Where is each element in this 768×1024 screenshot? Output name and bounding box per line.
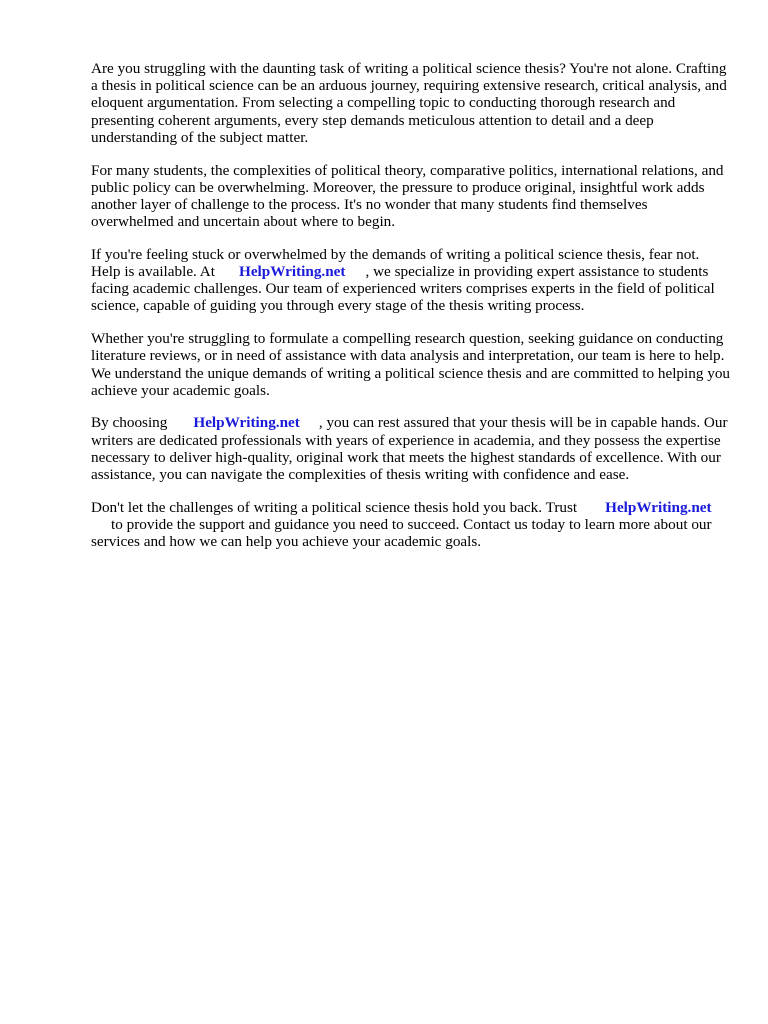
paragraph-choosing-text-before: By choosing bbox=[91, 414, 168, 432]
helpwriting-link-3[interactable]: HelpWriting.net bbox=[605, 498, 712, 516]
document-body bbox=[91, 60, 731, 566]
paragraph-services bbox=[91, 330, 731, 399]
paragraph-complexities bbox=[91, 162, 731, 231]
helpwriting-link-1[interactable]: HelpWriting.net bbox=[239, 263, 346, 281]
paragraph-help-available-text-after: , we specialize in providing expert assistance to students facing academic challenges. Our team of experienced writers comprises experts in the field of political science, capable of guiding you through every stage of the thesis writing process. bbox=[91, 263, 715, 315]
paragraph-choosing bbox=[91, 414, 731, 483]
paragraph-call-to-action-text-before: Don't let the challenges of writing a political science thesis hold you back. Trust bbox=[91, 498, 578, 516]
paragraph-call-to-action-text-after: to provide the support and guidance you need to succeed. Contact us today to learn more about our services and how we can help you achieve your academic goals. bbox=[91, 515, 712, 551]
helpwriting-link-2[interactable]: HelpWriting.net bbox=[193, 414, 300, 432]
paragraph-help-available bbox=[91, 246, 731, 315]
paragraph-choosing-text-after: , you can rest assured that your thesis will be in capable hands. Our writers are dedicated professionals with years of experience in academia, and they possess the expertise necessary to deliver high-quality, original work that meets the highest standards of excellence. With our assistance, you can navigate the complexities of thesis writing with confidence and ease. bbox=[91, 414, 728, 484]
paragraph-intro bbox=[91, 60, 731, 146]
paragraph-intro-text: Are you struggling with the daunting task of writing a political science thesis? You're not alone. Crafting a thesis in political science can be an arduous journey, requiring extensive research, critical analysis, and eloquent argumentation. From selecting a compelling topic to conducting thorough research and presenting coherent arguments, every step demands meticulous attention to detail and a deep understanding of the subject matter. bbox=[91, 60, 727, 146]
paragraph-help-available-text-before: If you're feeling stuck or overwhelmed by the demands of writing a political science thesis, fear not. Help is available. At bbox=[91, 245, 700, 281]
paragraph-complexities-text: For many students, the complexities of political theory, comparative politics, international relations, and public policy can be overwhelming. Moreover, the pressure to produce original, insightful work adds another layer of challenge to the process. It's no wonder that many students find themselves overwhelmed and uncertain about where to begin. bbox=[91, 161, 724, 231]
paragraph-call-to-action bbox=[91, 499, 731, 551]
paragraph-services-text: Whether you're struggling to formulate a compelling research question, seeking guidance on conducting literature reviews, or in need of assistance with data analysis and interpretation, our team is here to help. We understand the unique demands of writing a political science thesis and are committed to helping you achieve your academic goals. bbox=[91, 330, 731, 399]
